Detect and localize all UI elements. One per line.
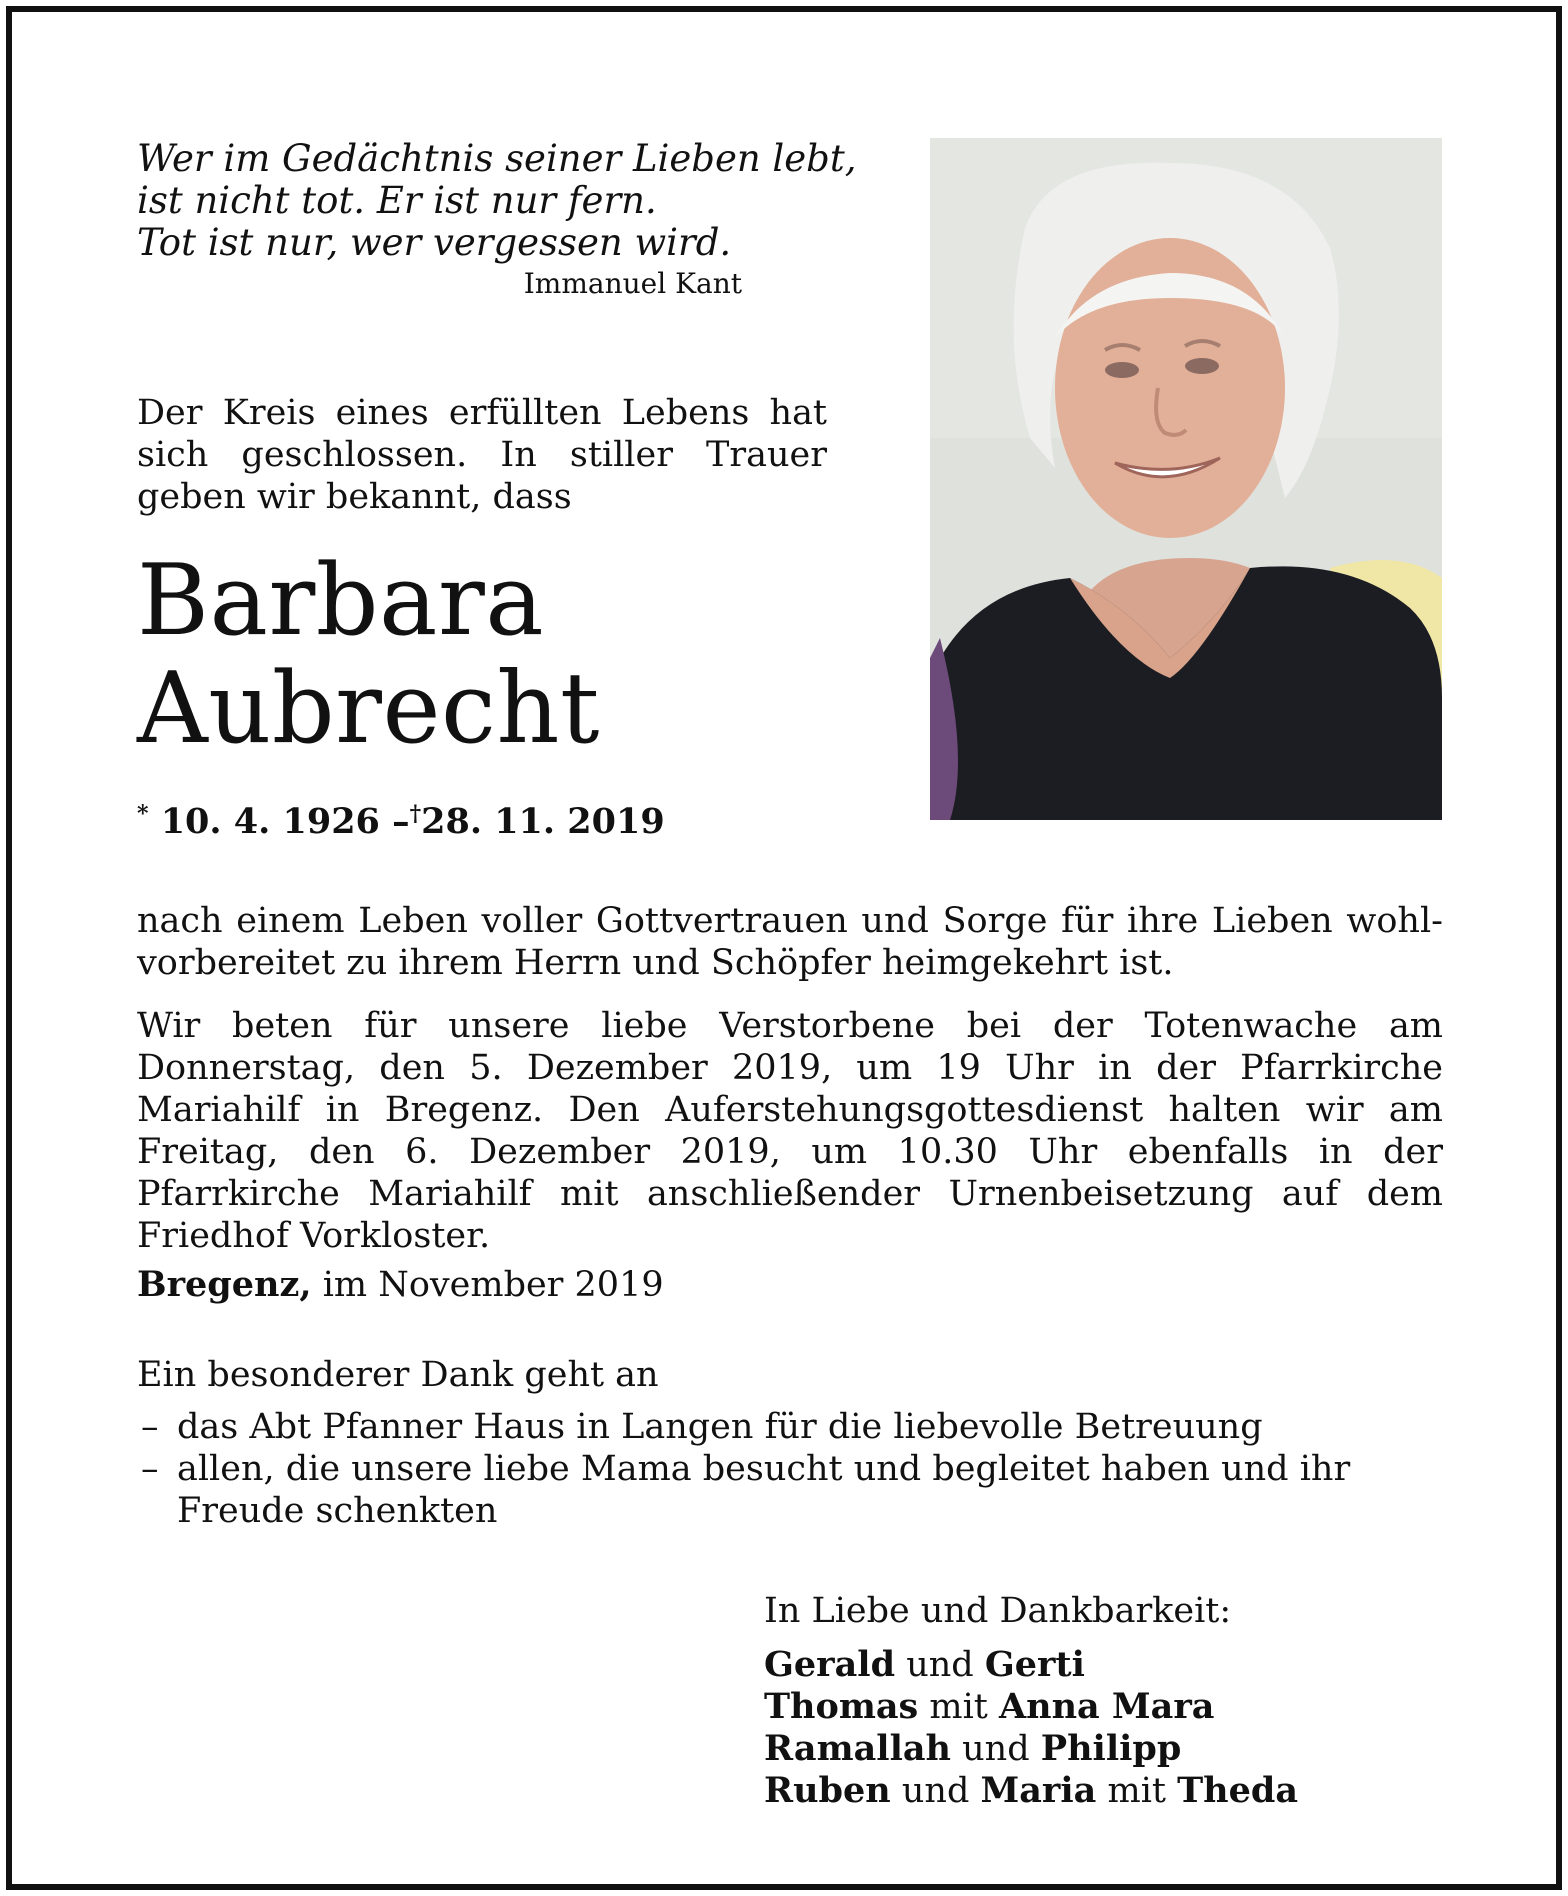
signer-joiner: und (962, 1729, 1030, 1769)
dash-bullet: – (141, 1407, 159, 1447)
quote-line: ist nicht tot. Er ist nur fern. (137, 179, 657, 222)
death-date: 28. 11. 2019 (421, 801, 665, 842)
intro-text: Der Kreis eines erfüllten Lebens hat sich geschlossen. In stiller Trauer geben wir bekannt, dass (137, 393, 827, 517)
list-item (137, 1406, 1443, 1448)
dash-bullet: – (141, 1449, 159, 1489)
birth-date: 10. 4. 1926 (160, 801, 380, 842)
body-paragraph-2: Wir beten für unsere liebe Verstorbene bei der Totenwache am Donnerstag, den 5. Dezember 2019, um 19 Uhr in der Pfarrkirche Mariahilf in Bregenz. Den Auferstehungsgottesdienst halten wir am Freitag, den 6. Dezember 2019, um 10.30 Uhr ebenfalls in der Pfarrkirche Mariahilf mit anschließender Urnenbeisetzung auf dem Friedhof Vorkloster. (137, 1006, 1443, 1256)
first-name: Barbara (137, 544, 545, 658)
obituary-notice (6, 6, 1562, 1890)
kant-quote (137, 138, 857, 264)
thanks-list (137, 1406, 1443, 1532)
signer-name: Thomas (764, 1686, 919, 1727)
quote-line: Wer im Gedächtnis seiner Lieben lebt, (137, 137, 857, 180)
life-dates (137, 792, 857, 844)
signer-name: Philipp (1040, 1728, 1182, 1769)
quote-author: Immanuel Kant (523, 267, 742, 300)
signer-line (764, 1728, 1444, 1770)
signer-line (764, 1644, 1444, 1686)
signer-name: Ramallah (764, 1728, 951, 1769)
place: Bregenz, (137, 1264, 312, 1305)
signer-line (764, 1686, 1444, 1728)
signer-name: Anna Mara (999, 1686, 1215, 1727)
death-symbol: † (409, 801, 422, 827)
portrait-photo (930, 138, 1442, 820)
signer-name: Theda (1177, 1770, 1299, 1811)
signer-joiner: und (906, 1645, 974, 1685)
list-item-text: das Abt Pfanner Haus in Langen für die liebevolle Betreuung (177, 1407, 1263, 1447)
closing-line: In Liebe und Dankbarkeit: (764, 1591, 1232, 1631)
date-separator: – (392, 801, 410, 842)
list-item-text: allen, die unsere liebe Mama besucht und begleitet haben und ihr Freude schenkten (177, 1449, 1351, 1531)
signer-joiner: und (901, 1771, 970, 1811)
signer-joiner: mit (1107, 1771, 1166, 1811)
quote-line: Tot ist nur, wer vergessen wird. (137, 221, 732, 264)
body-paragraph-1: nach einem Leben voller Gottvertrauen und Sorge für ihre Lieben wohl-vorbereitet zu ihrem Herrn und Schöpfer heimgekehrt ist. (137, 901, 1443, 983)
portrait-photo-illustration (930, 138, 1442, 820)
signer-name: Ruben (764, 1770, 891, 1811)
signer-name: Maria (980, 1770, 1097, 1811)
signer-name: Gerald (764, 1644, 896, 1685)
thanks-heading: Ein besonderer Dank geht an (137, 1355, 659, 1395)
place-date (137, 1264, 1037, 1306)
date: im November 2019 (322, 1265, 664, 1305)
deceased-name (137, 544, 857, 766)
signer-joiner: mit (929, 1687, 988, 1727)
signers-list (764, 1644, 1444, 1812)
birth-symbol: * (137, 801, 149, 827)
last-name: Aubrecht (137, 652, 600, 766)
signer-name: Gerti (984, 1644, 1085, 1685)
signer-line (764, 1770, 1444, 1812)
list-item (137, 1448, 1443, 1532)
